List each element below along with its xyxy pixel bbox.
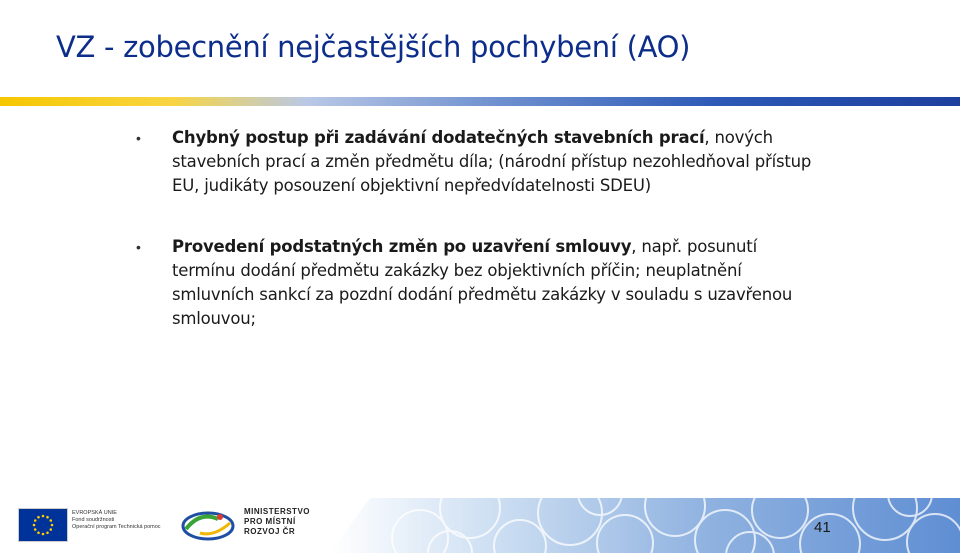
bullet-dot: • — [136, 239, 141, 255]
footer-decoration — [330, 498, 960, 553]
mmr-logo-icon — [180, 507, 236, 543]
slide-title: VZ - zobecnění nejčastějších pochybení (AO) — [56, 30, 691, 64]
page-number: 41 — [814, 519, 831, 536]
title-divider — [0, 97, 960, 106]
footer-logos — [18, 505, 328, 545]
bullet-bold: Chybný postup při zadávání dodatečných stavebních prací — [172, 128, 705, 147]
bullet-bold: Provedení podstatných změn po uzavření smlouvy — [172, 237, 632, 256]
ministry-name: MINISTERSTVO PRO MÍSTNÍ ROZVOJ ČR — [244, 507, 311, 536]
bullet-text — [172, 126, 822, 198]
bullet-text — [172, 235, 822, 331]
bullet-dot: • — [136, 130, 141, 146]
bullet-rest: , nových stavebních prací a změn předmětu díla; (národní přístup nezohledňoval přístup EU, judikáty posouzení objektivní nepředvídatelnosti SDEU) — [172, 128, 812, 195]
bullet-rest: , např. posunutí termínu dodání předmětu zakázky bez objektivních příčin; neuplatnění smluvních sankcí za pozdní dodání předmětu zakázky v souladu s uzavřenou smlouvou; — [172, 237, 793, 328]
eu-logo-text: EVROPSKÁ UNIE Fond soudržnosti Operační program Technická pomoc — [72, 510, 161, 530]
eu-flag-icon — [18, 508, 68, 542]
